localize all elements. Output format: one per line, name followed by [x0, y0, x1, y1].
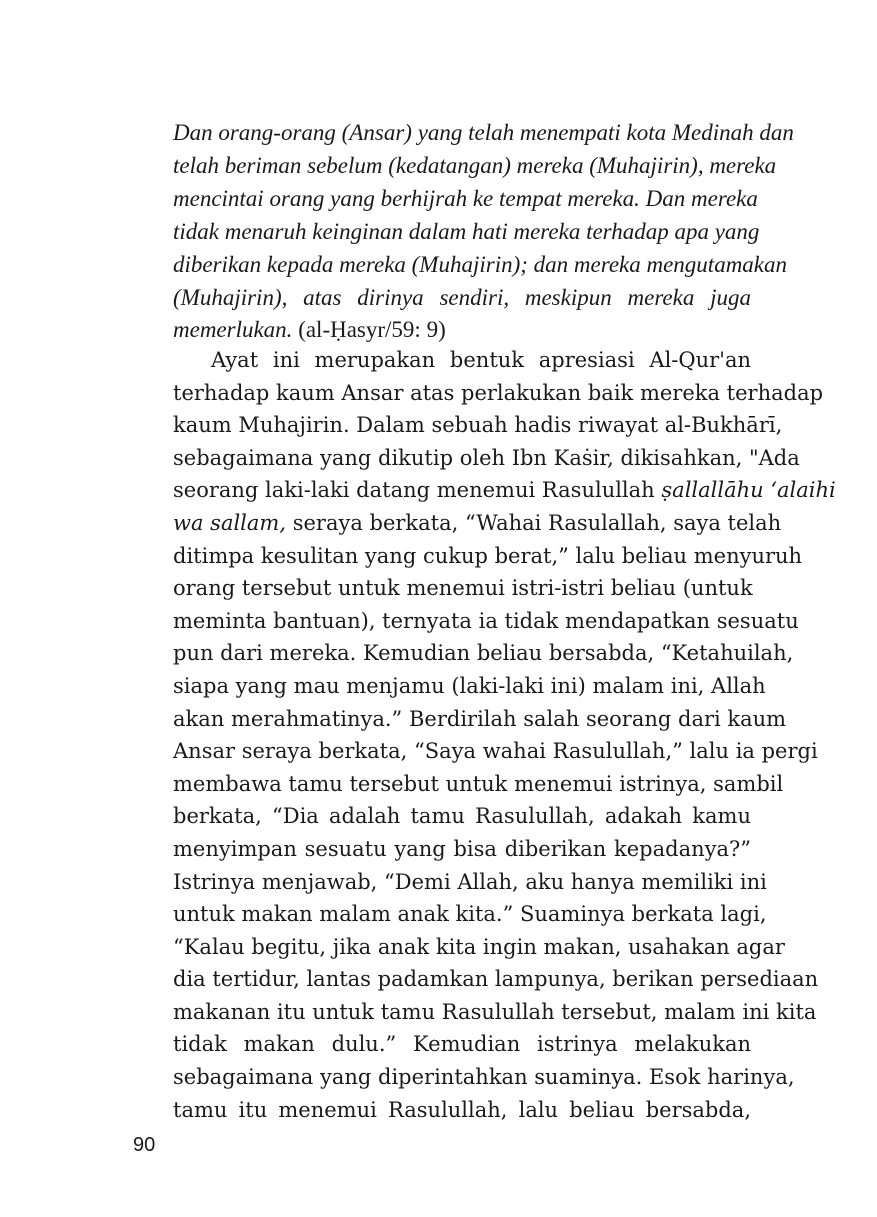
- honorific-text: ṣallallāhu ‘alaihi: [661, 478, 836, 503]
- body-line: terhadap kaum Ansar atas perlakukan baik mereka terhadap: [173, 380, 824, 405]
- quote-line: telah beriman sebelum (kedatangan) mereka (Muhajirin), mereka: [173, 152, 777, 178]
- body-line: Istrinya menjawab, “Demi Allah, aku hanya memiliki ini: [173, 869, 767, 894]
- body-paragraph: [173, 344, 836, 1126]
- body-line: siapa yang mau menjamu (laki-laki ini) malam ini, Allah: [173, 673, 766, 698]
- quote-line: tidak menaruh keinginan dalam hati mereka terhadap apa yang: [173, 218, 760, 244]
- body-line: berkata, “Dia adalah tamu Rasulullah, adakah kamu: [173, 804, 751, 829]
- body-line: sebagaimana yang diperintahkan suaminya. Esok harinya,: [173, 1065, 795, 1090]
- body-line: menyimpan sesuatu yang bisa diberikan kepadanya?”: [173, 836, 751, 861]
- quran-quote: [173, 117, 794, 347]
- body-line: meminta bantuan), ternyata ia tidak mendapatkan sesuatu: [173, 608, 799, 633]
- body-line: sebagaimana yang dikutip oleh Ibn Kaṡir, dikisahkan, "Ada: [173, 445, 800, 470]
- body-line: tidak makan dulu.” Kemudian istrinya melakukan: [173, 1032, 751, 1057]
- honorific-text: wa sallam,: [173, 510, 287, 535]
- quote-line: (Muhajirin), atas dirinya sendiri, meskipun mereka juga: [173, 284, 751, 310]
- quote-citation: (al-Ḥasyr/59: 9): [298, 317, 446, 343]
- body-line: ditimpa kesulitan yang cukup berat,” lalu beliau menyuruh: [173, 543, 803, 568]
- body-line: makanan itu untuk tamu Rasulullah tersebut, malam ini kita: [173, 999, 817, 1024]
- body-line: pun dari mereka. Kemudian beliau bersabda, “Ketahuilah,: [173, 641, 794, 666]
- body-line: orang tersebut untuk menemui istri-istri beliau (untuk: [173, 576, 753, 601]
- page-number: 90: [133, 1134, 156, 1156]
- body-line: Ayat ini merupakan bentuk apresiasi Al-Qur'an: [211, 348, 751, 372]
- body-line: [173, 474, 836, 507]
- body-line: akan merahmatinya.” Berdirilah salah seorang dari kaum: [173, 706, 787, 731]
- body-line: kaum Muhajirin. Dalam sebuah hadis riwayat al-Bukhārī,: [173, 413, 783, 438]
- quote-line: Dan orang-orang (Ansar) yang telah menempati kota Medinah dan: [173, 120, 794, 145]
- body-line: membawa tamu tersebut untuk menemui istrinya, sambil: [173, 771, 784, 796]
- quote-last-line: [173, 314, 751, 347]
- body-line: dia tertidur, lantas padamkan lampunya, berikan persediaan: [173, 967, 819, 992]
- body-line-text: seorang laki-laki datang menemui Rasulullah: [173, 478, 655, 503]
- quote-last-line-text: memerlukan.: [173, 317, 293, 343]
- body-line: untuk makan malam anak kita.” Suaminya berkata lagi,: [173, 902, 767, 927]
- body-line-text: seraya berkata, “Wahai Rasulallah, saya telah: [292, 510, 782, 535]
- body-line: tamu itu menemui Rasulullah, lalu beliau bersabda,: [173, 1097, 751, 1122]
- body-line: [173, 507, 782, 540]
- body-line: “Kalau begitu, jika anak kita ingin makan, usahakan agar: [173, 934, 785, 959]
- body-line: Ansar seraya berkata, “Saya wahai Rasulullah,” lalu ia pergi: [173, 739, 818, 764]
- quote-line: mencintai orang yang berhijrah ke tempat mereka. Dan mereka: [173, 185, 758, 211]
- quote-line: diberikan kepada mereka (Muhajirin); dan mereka mengutamakan: [173, 251, 788, 277]
